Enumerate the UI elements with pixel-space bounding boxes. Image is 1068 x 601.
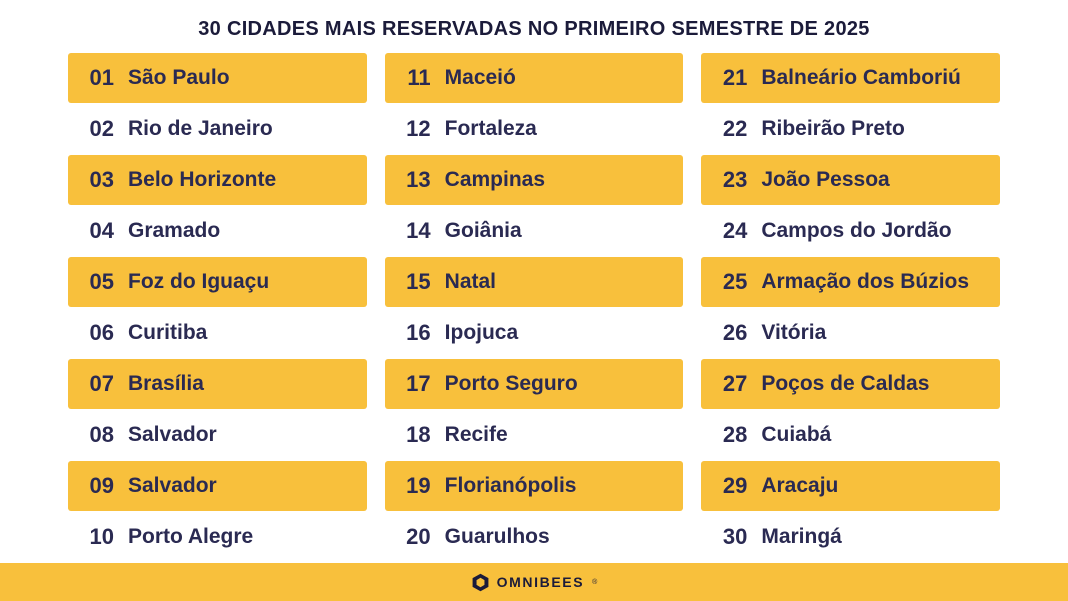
footer-bar — [0, 563, 1068, 601]
rank-number: 05 — [89, 269, 114, 294]
ranking-row — [68, 155, 367, 205]
rank-number: 07 — [89, 371, 114, 396]
ranking-row — [385, 104, 684, 154]
city-name: Campos do Jordão — [761, 219, 952, 242]
rank-number: 23 — [722, 167, 748, 192]
city-name: Porto Seguro — [444, 372, 578, 395]
hexagon-logo-icon — [471, 573, 490, 592]
city-name: Aracaju — [761, 474, 839, 497]
ranking-row — [68, 359, 367, 409]
ranking-row — [385, 410, 684, 460]
rank-number: 04 — [89, 218, 114, 243]
city-name: Foz do Iguaçu — [128, 270, 270, 293]
rank-number: 12 — [406, 116, 431, 141]
city-name: Armação dos Búzios — [761, 270, 970, 293]
ranking-row — [68, 206, 367, 256]
rank-number: 19 — [406, 473, 431, 498]
ranking-row — [68, 53, 367, 103]
city-name: Porto Alegre — [128, 525, 254, 548]
city-name: João Pessoa — [761, 168, 890, 191]
rank-number: 15 — [406, 269, 431, 294]
ranking-row — [701, 206, 1000, 256]
rank-number: 10 — [89, 524, 114, 549]
ranking-row — [385, 206, 684, 256]
rank-number: 29 — [722, 473, 748, 498]
ranking-row — [701, 257, 1000, 307]
ranking-row — [701, 155, 1000, 205]
rank-number: 18 — [406, 422, 431, 447]
ranking-row — [68, 410, 367, 460]
rank-number: 06 — [89, 320, 114, 345]
ranking-row — [385, 257, 684, 307]
ranking-row — [385, 359, 684, 409]
city-name: São Paulo — [128, 66, 230, 89]
city-name: Ipojuca — [444, 321, 519, 344]
city-name: Vitória — [761, 321, 827, 344]
rank-number: 01 — [89, 65, 114, 90]
rank-number: 27 — [722, 371, 748, 396]
rank-number: 30 — [722, 524, 748, 549]
city-name: Poços de Caldas — [761, 372, 930, 395]
city-name: Campinas — [444, 168, 546, 191]
city-name: Rio de Janeiro — [128, 117, 273, 140]
ranking-row — [701, 410, 1000, 460]
city-name: Recife — [444, 423, 508, 446]
rank-number: 02 — [89, 116, 114, 141]
city-name: Ribeirão Preto — [761, 117, 905, 140]
ranking-row — [385, 53, 684, 103]
ranking-row — [701, 461, 1000, 511]
city-name: Curitiba — [128, 321, 208, 344]
city-name: Salvador — [128, 423, 217, 446]
ranking-column-3 — [701, 53, 1000, 563]
rank-number: 16 — [406, 320, 431, 345]
city-name: Salvador — [128, 474, 217, 497]
rank-number: 08 — [89, 422, 114, 447]
rank-number: 25 — [722, 269, 748, 294]
ranking-row — [68, 308, 367, 358]
city-name: Florianópolis — [444, 474, 577, 497]
city-name: Cuiabá — [761, 423, 832, 446]
city-name: Guarulhos — [444, 525, 550, 548]
ranking-row — [701, 512, 1000, 562]
city-name: Balneário Camboriú — [761, 66, 961, 89]
ranking-row — [701, 53, 1000, 103]
rank-number: 13 — [406, 167, 431, 192]
rank-number: 24 — [722, 218, 748, 243]
city-name: Fortaleza — [444, 117, 537, 140]
rank-number: 20 — [406, 524, 431, 549]
city-name: Gramado — [128, 219, 221, 242]
rank-number: 21 — [722, 65, 748, 90]
city-ranking-grid — [0, 53, 1068, 563]
ranking-row — [701, 308, 1000, 358]
ranking-row — [385, 512, 684, 562]
city-name: Maringá — [761, 525, 842, 548]
rank-number: 26 — [722, 320, 748, 345]
ranking-row — [68, 257, 367, 307]
trademark-symbol: ® — [592, 578, 598, 586]
ranking-row — [385, 461, 684, 511]
brand-name: OMNIBEES — [496, 574, 585, 590]
ranking-row — [385, 308, 684, 358]
rank-number: 09 — [89, 473, 114, 498]
rank-number: 22 — [722, 116, 748, 141]
ranking-column-1 — [68, 53, 367, 563]
rank-number: 17 — [406, 371, 431, 396]
ranking-row — [68, 461, 367, 511]
rank-number: 14 — [406, 218, 431, 243]
city-name: Maceió — [444, 66, 516, 89]
page-title: 30 CIDADES MAIS RESERVADAS NO PRIMEIRO SEMESTRE DE 2025 — [198, 18, 870, 40]
ranking-row — [68, 512, 367, 562]
ranking-row — [385, 155, 684, 205]
city-name: Goiânia — [444, 219, 522, 242]
ranking-row — [701, 359, 1000, 409]
rank-number: 28 — [722, 422, 748, 447]
city-name: Brasília — [128, 372, 204, 395]
ranking-column-2 — [385, 53, 684, 563]
ranking-row — [701, 104, 1000, 154]
ranking-row — [68, 104, 367, 154]
rank-number: 11 — [407, 65, 431, 90]
city-name: Belo Horizonte — [128, 168, 277, 191]
city-name: Natal — [444, 270, 497, 293]
rank-number: 03 — [89, 167, 114, 192]
